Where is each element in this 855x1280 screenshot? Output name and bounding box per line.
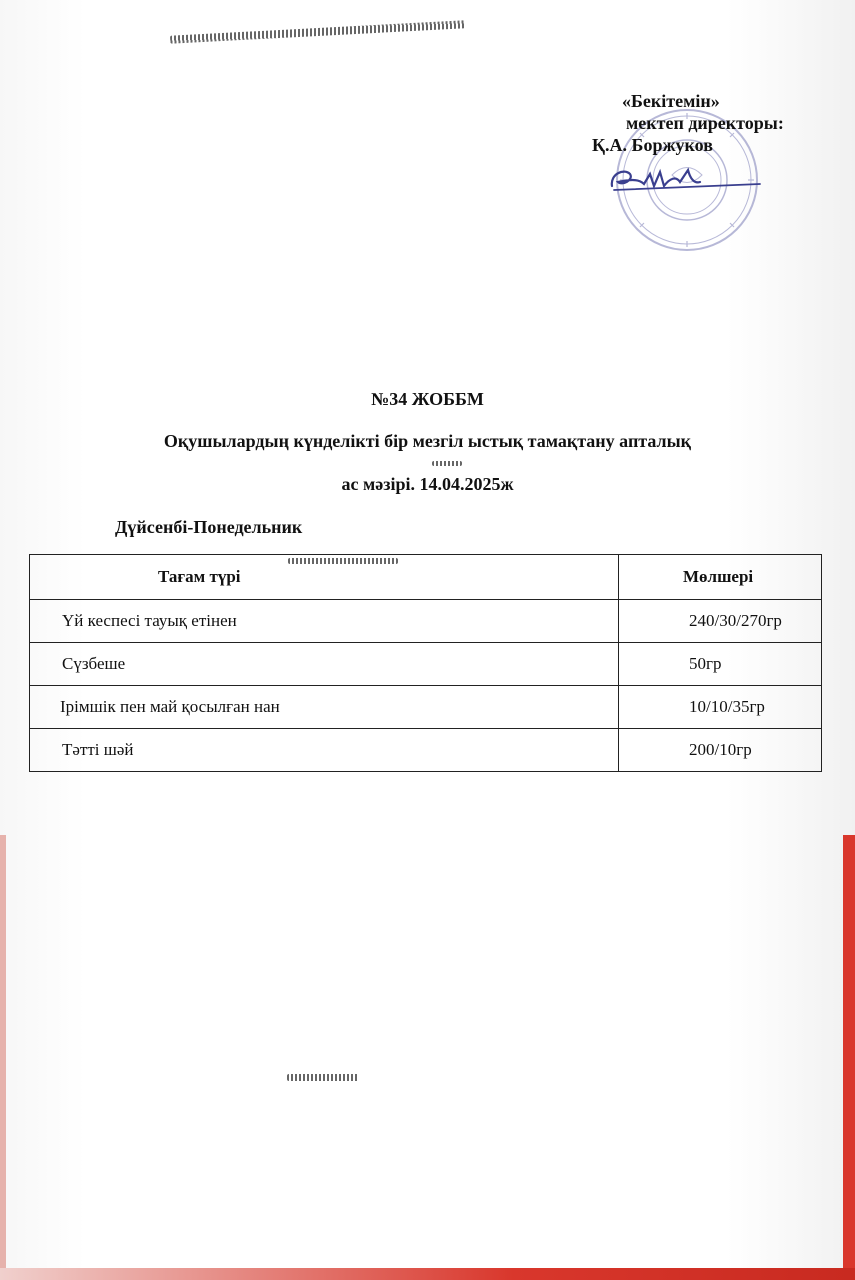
menu-title-line1: Оқушылардың күнделікті бір мезгіл ыстық тамақтану апталық bbox=[163, 431, 692, 451]
approval-position: мектеп директоры: bbox=[626, 113, 784, 133]
menu-title-line2: ас мәзірі. 14.04.2025ж bbox=[341, 474, 514, 494]
page-edge-bottom bbox=[0, 1268, 855, 1280]
column-header-amount: Мөлшері bbox=[619, 555, 822, 600]
menu-table bbox=[29, 554, 822, 772]
column-header-dish: Тағам түрі bbox=[30, 555, 619, 600]
scan-smudge-top bbox=[170, 20, 465, 43]
dish-cell: Үй кеспесі тауық етінен bbox=[30, 600, 619, 643]
table-row bbox=[30, 643, 822, 686]
dish-cell: Тәтті шәй bbox=[30, 729, 619, 772]
page-edge-left bbox=[0, 835, 6, 1280]
amount-cell: 200/10гр bbox=[619, 729, 822, 772]
approval-block bbox=[592, 90, 832, 156]
table-row bbox=[30, 600, 822, 643]
scan-smudge-bottom bbox=[287, 1074, 359, 1081]
approval-title: «Бекітемін» bbox=[622, 91, 720, 111]
amount-cell: 240/30/270гр bbox=[619, 600, 822, 643]
dish-cell: Сүзбеше bbox=[30, 643, 619, 686]
dish-cell: Ірімшік пен май қосылған нан bbox=[30, 686, 619, 729]
table-row bbox=[30, 686, 822, 729]
scan-smudge-mid bbox=[432, 461, 462, 466]
amount-cell: 50гр bbox=[619, 643, 822, 686]
amount-cell: 10/10/35гр bbox=[619, 686, 822, 729]
page-edge-right bbox=[843, 835, 855, 1280]
approval-director-name: Қ.А. Боржуков bbox=[592, 135, 713, 155]
signature-icon bbox=[604, 160, 764, 196]
table-header-row bbox=[30, 555, 822, 600]
table-row bbox=[30, 729, 822, 772]
day-label: Дүйсенбі-Понедельник bbox=[115, 517, 303, 537]
school-name: №34 ЖОББМ bbox=[371, 389, 484, 409]
